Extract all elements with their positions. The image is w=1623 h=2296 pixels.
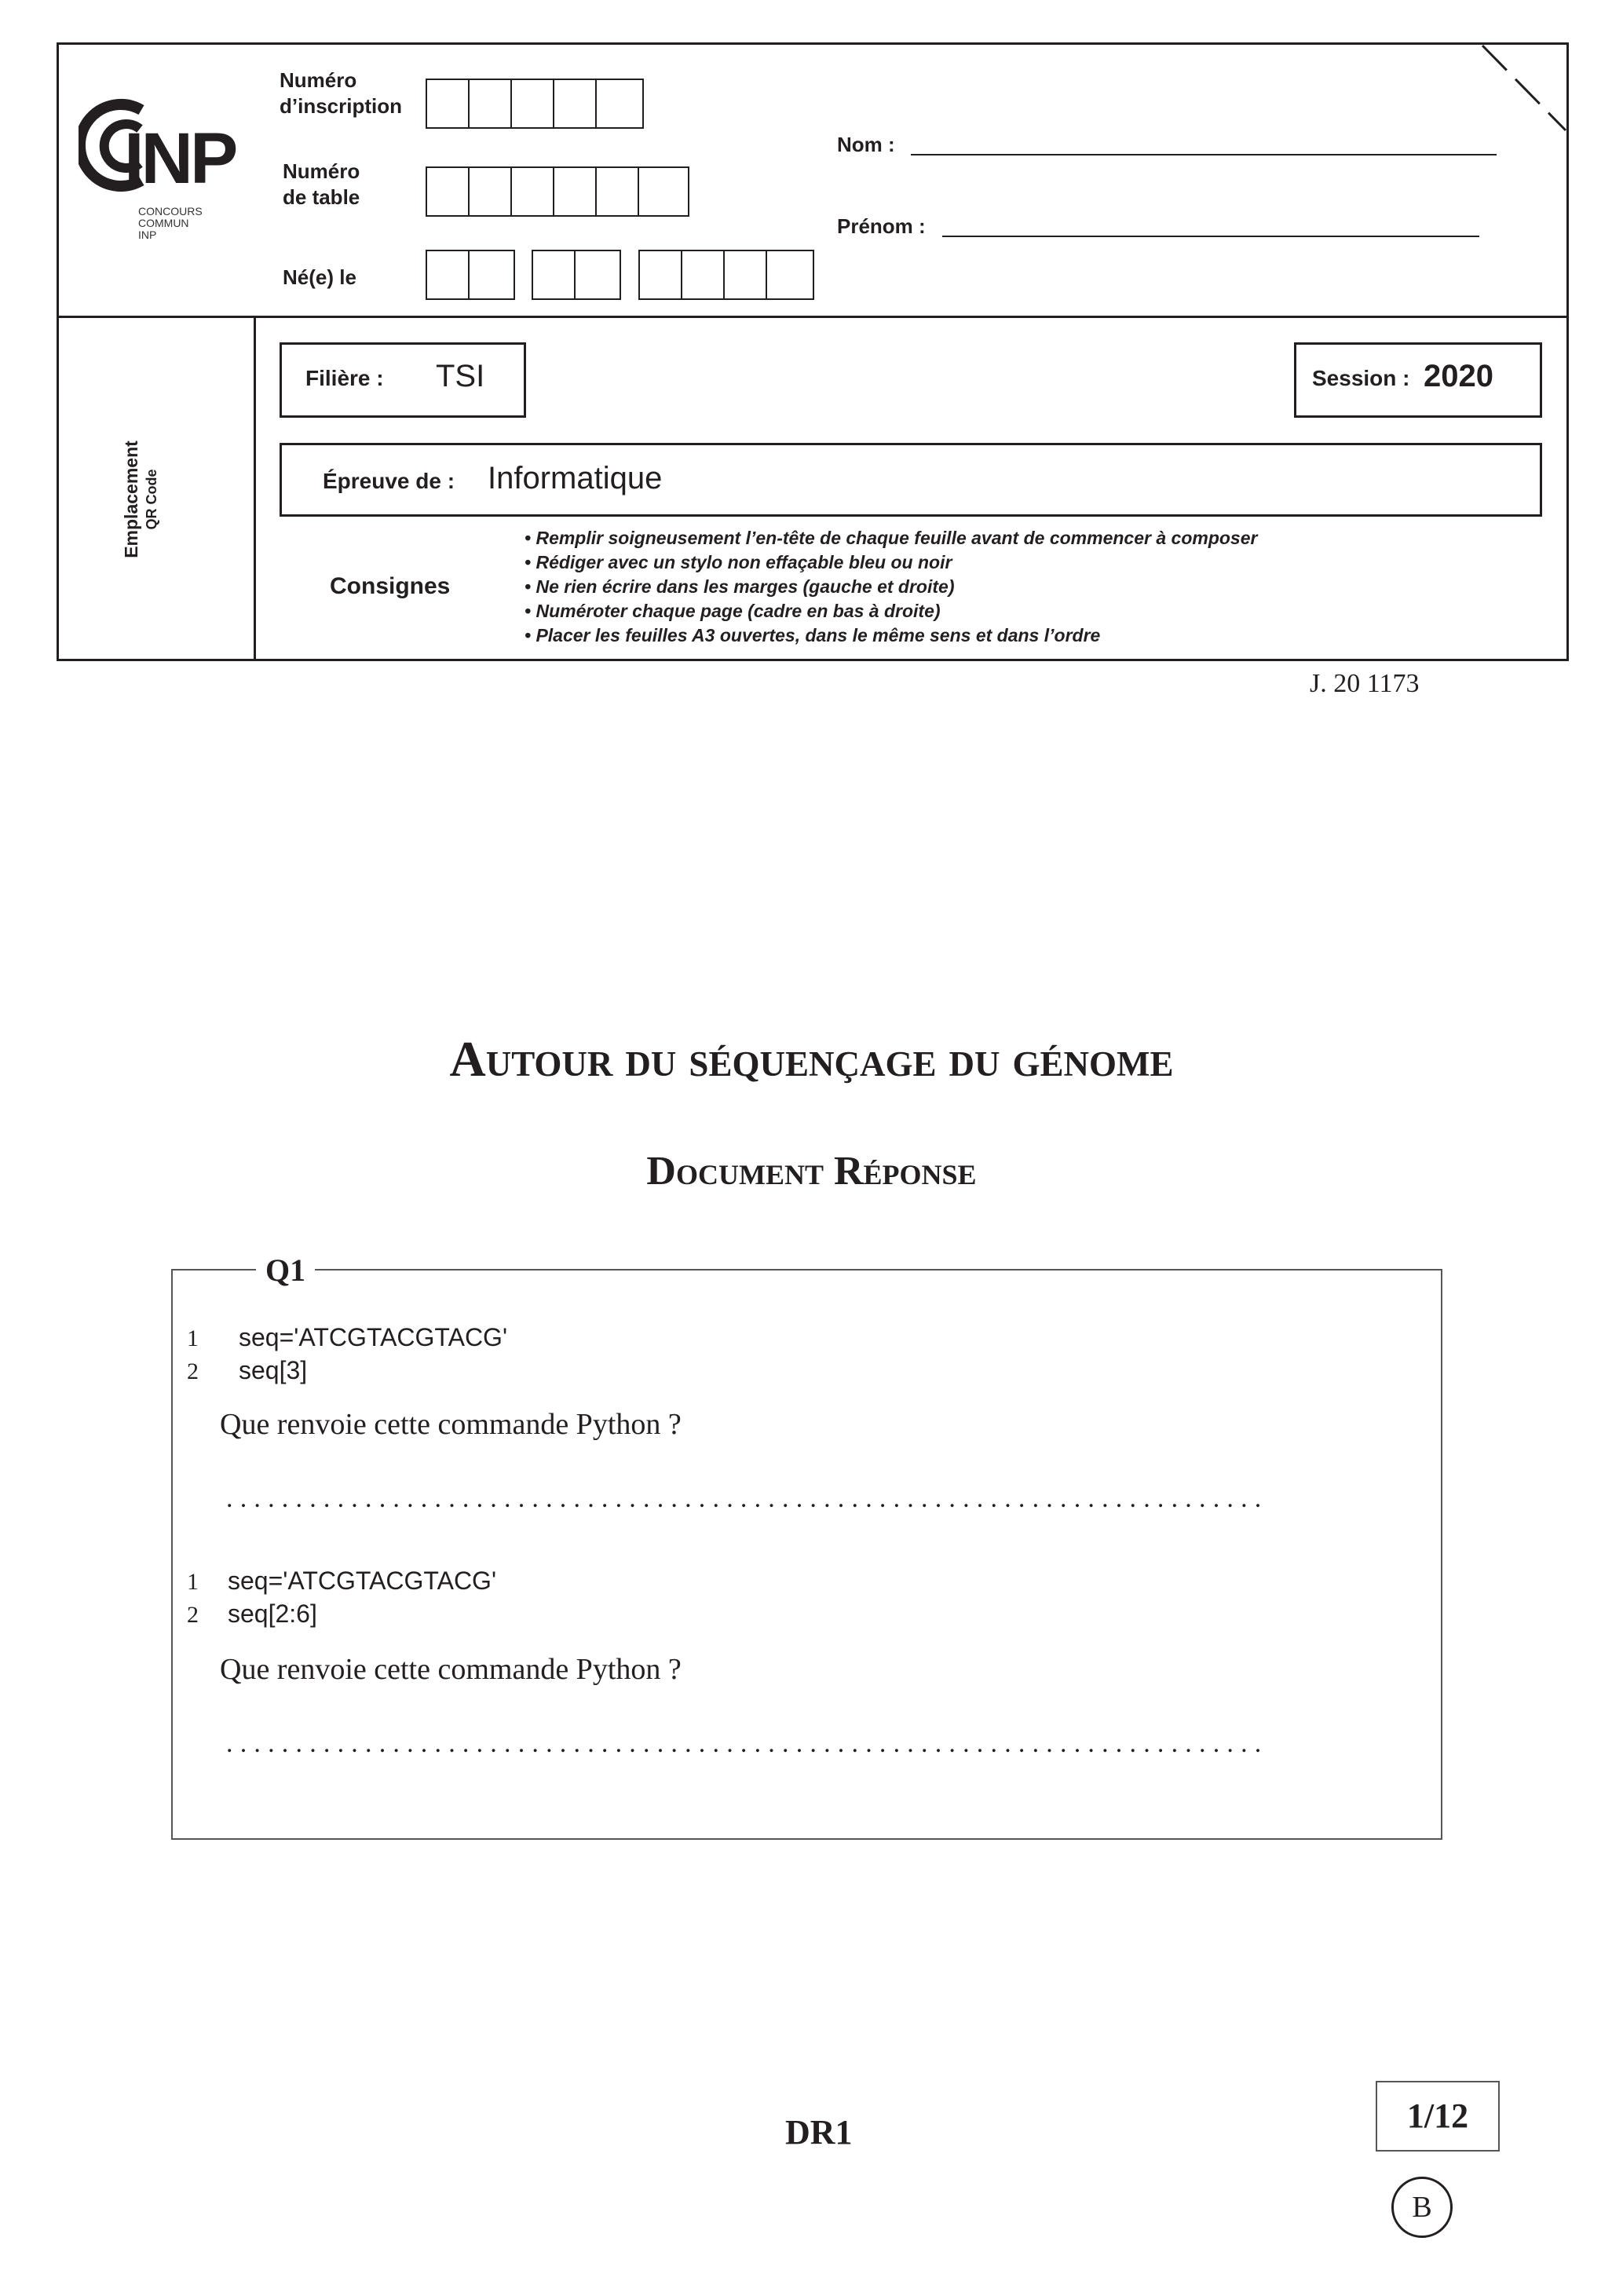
page-number-box: 1/12 [1376,2081,1500,2152]
answer-line-1[interactable]: ........................................................................... [226,1484,1269,1513]
code-line: 2 seq[3] [187,1356,308,1384]
logo-subtitle: CONCOURS COMMUN INP [138,205,203,241]
document-title: Autour du séquençage du génome [449,1031,1174,1087]
code-line: 2 seq[2:6] [187,1600,317,1628]
qr-column-divider [254,316,256,661]
epreuve-label: Épreuve de : [323,469,455,493]
birth-day-field[interactable] [426,250,515,300]
variant-badge: B [1391,2177,1453,2238]
nom-label: Nom : [837,133,895,156]
consignes-label: Consignes [330,573,451,599]
filiere-value: TSI [436,359,485,393]
birth-month-field[interactable] [532,250,621,300]
inp-logo [79,94,259,251]
sheet-label: DR1 [785,2113,853,2152]
code-snippet-1 [187,1322,507,1385]
consigne-item: • Numéroter chaque page (cadre en bas à droite) [525,599,1530,623]
consigne-item: • Rédiger avec un stylo non effaçable bleu ou noir [525,550,1530,575]
document-subtitle: Document Réponse [646,1149,977,1194]
consigne-item: • Ne rien écrire dans les marges (gauche et droite) [525,575,1530,599]
epreuve-box [280,443,1542,517]
logo-text: INP [124,119,236,199]
consignes-list [525,526,1530,648]
consigne-item: • Remplir soigneusement l’en-tête de chaque feuille avant de commencer à composer [525,526,1530,550]
code-line: 1 seq='ATCGTACGTACG' [187,1567,497,1595]
session-box [1294,342,1542,418]
session-value: 2020 [1424,359,1493,393]
epreuve-value: Informatique [488,461,663,495]
ne-le-label: Né(e) le [283,265,356,289]
qr-code-placeholder: Emplacement QR Code [121,441,159,558]
answer-line-2[interactable]: ........................................................................... [226,1729,1269,1758]
code-snippet-2 [187,1566,496,1629]
question-1: Que renvoie cette commande Python ? [220,1408,682,1441]
nom-field[interactable] [911,154,1497,155]
numero-inscription-label: Numéro d’inscription [280,68,402,118]
session-label: Session : [1312,366,1410,390]
prenom-field[interactable] [942,236,1479,237]
numero-table-field[interactable] [426,166,689,217]
header-divider [57,316,1569,318]
question-2: Que renvoie cette commande Python ? [220,1653,682,1686]
filiere-box [280,342,526,418]
numero-table-label: Numéro de table [283,159,360,209]
filiere-label: Filière : [305,366,384,390]
birth-year-field[interactable] [638,250,814,300]
consigne-item: • Placer les feuilles A3 ouvertes, dans le même sens et dans l’ordre [525,623,1530,648]
numero-inscription-field[interactable] [426,79,644,129]
reference-code: J. 20 1173 [1310,669,1420,698]
code-line: 1 seq='ATCGTACGTACG' [187,1323,508,1351]
q1-label: Q1 [256,1252,315,1289]
prenom-label: Prénom : [837,214,926,238]
corner-cut-mark [1476,42,1569,137]
